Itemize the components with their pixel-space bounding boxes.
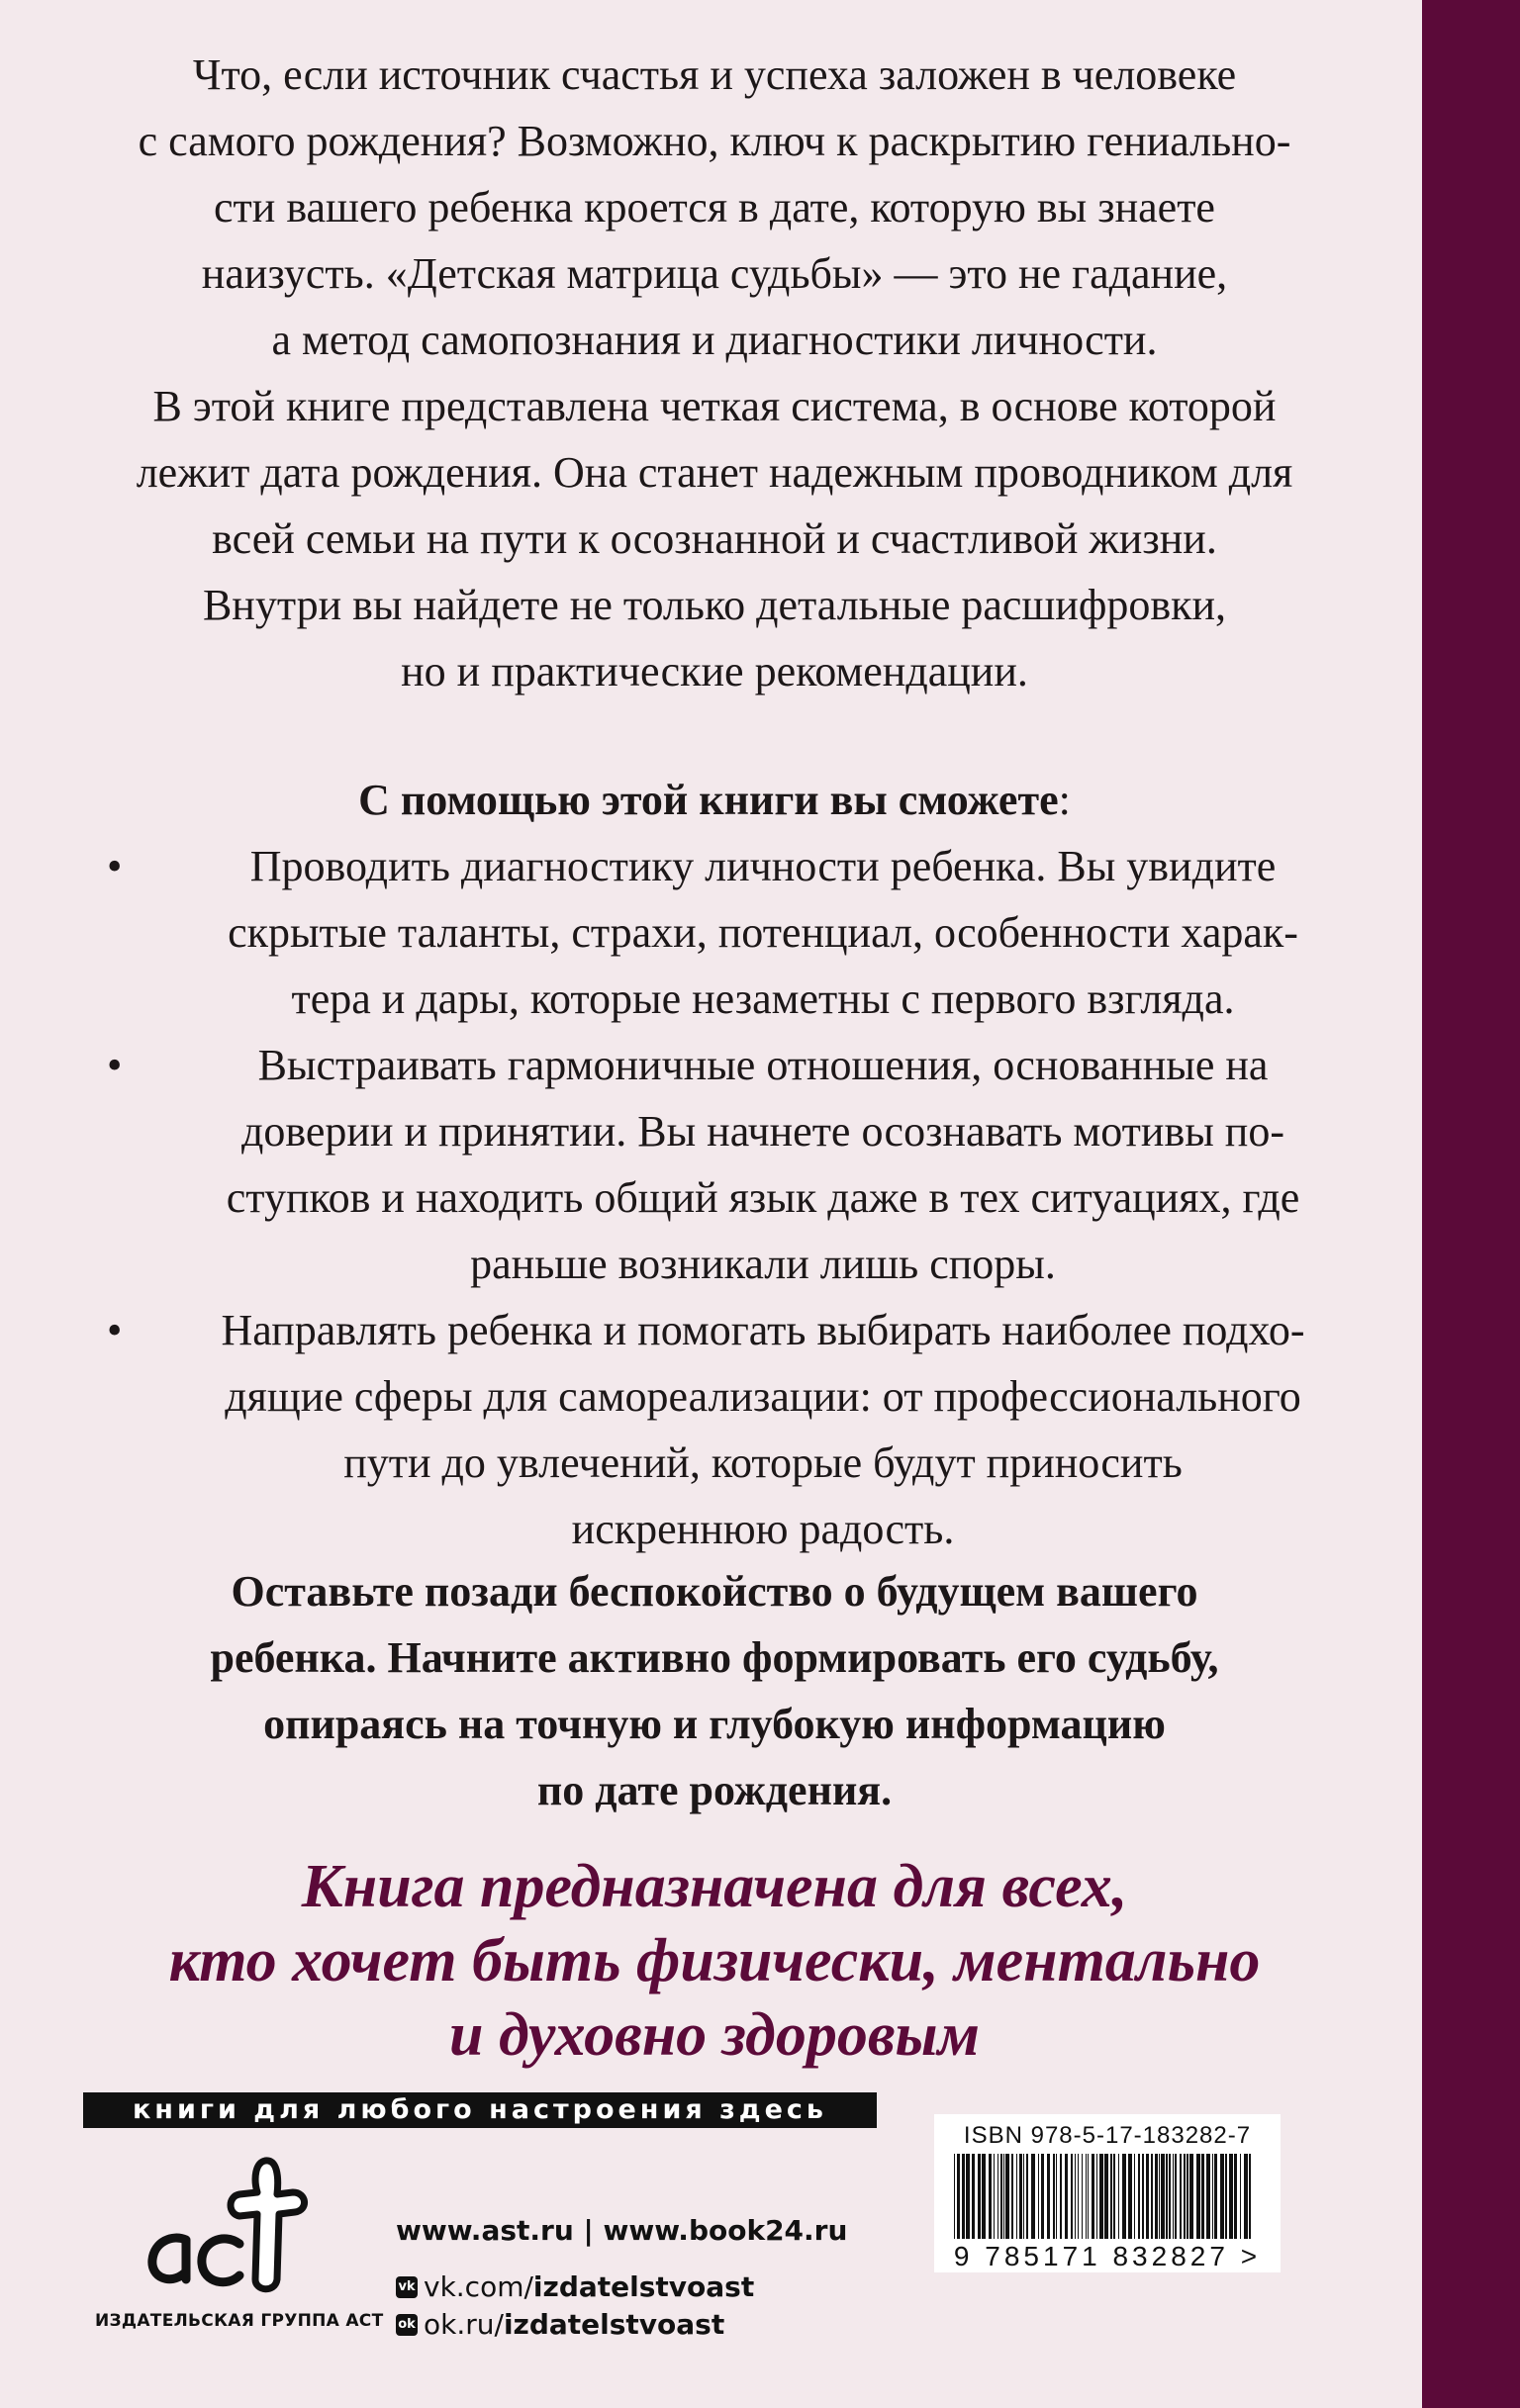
barcode-bar: [1060, 2154, 1062, 2239]
vk-link[interactable]: [396, 2269, 910, 2306]
barcode-bar: [1016, 2154, 1017, 2239]
website-links[interactable]: www.ast.ru | www.book24.ru: [396, 2214, 848, 2247]
bullet-icon: •: [107, 1041, 123, 1089]
list-item-line: пути до увлечений, которые будут приносить: [343, 1438, 1183, 1487]
barcode-bar: [1159, 2154, 1160, 2239]
vk-link-prefix: vk.com/: [424, 2270, 533, 2303]
tagline-line: кто хочет быть физически, ментально: [168, 1927, 1261, 1994]
barcode-bar: [1023, 2154, 1024, 2239]
barcode-bar: [1041, 2154, 1044, 2239]
bullet-icon: •: [107, 842, 123, 890]
barcode-bar: [1078, 2154, 1079, 2239]
list-item-line: раньше возникали лишь споры.: [470, 1240, 1056, 1288]
barcode-bar: [1220, 2154, 1224, 2239]
barcode-bar: [1096, 2154, 1097, 2239]
barcode-bar: [1240, 2154, 1241, 2239]
benefits-list: [95, 833, 1391, 1562]
barcode-bar: [1161, 2154, 1165, 2239]
barcode-bar: [966, 2154, 970, 2239]
list-item-line: Проводить диагностику личности ребенка. Вы увидите: [249, 842, 1277, 890]
barcode-bar: [1086, 2154, 1087, 2239]
barcode-bar: [1122, 2154, 1126, 2239]
barcode-bar: [1142, 2154, 1144, 2239]
barcode-bar: [1053, 2154, 1055, 2239]
isbn-barcode-block: [934, 2114, 1281, 2272]
barcode-bar: [1003, 2154, 1004, 2239]
intro-line: но и практические рекомендации.: [401, 647, 1028, 695]
intro-line: сти вашего ребенка кроется в дате, которую вы знаете: [214, 183, 1215, 232]
list-item: [95, 833, 1391, 1032]
intro-text: [49, 42, 1379, 704]
publisher-name: ИЗДАТЕЛЬСКАЯ ГРУППА АСТ: [95, 2311, 384, 2331]
ok-link[interactable]: [396, 2306, 910, 2344]
barcode-bar: [1110, 2154, 1112, 2239]
ok-link-handle: izdatelstvoast: [503, 2308, 725, 2341]
closing-line: ребенка. Начните активно формировать его судьбу,: [210, 1633, 1219, 1682]
isbn-digits: 9 785171 832827 >: [953, 2241, 1262, 2271]
closing-line: Оставьте позади беспокойство о будущем вашего: [231, 1567, 1198, 1616]
barcode-bar: [954, 2154, 955, 2239]
barcode-bar: [1071, 2154, 1073, 2239]
intro-line: а метод самопознания и диагностики личности.: [271, 316, 1158, 364]
barcode-bar: [1138, 2154, 1140, 2239]
barcode-bar: [1113, 2154, 1115, 2239]
barcode-bar: [1026, 2154, 1028, 2239]
tagline-line: и духовно здоровым: [448, 2001, 981, 2069]
closing-statement: [49, 1558, 1379, 1823]
barcode-bar: [1031, 2154, 1035, 2239]
bullet-icon: •: [107, 1306, 123, 1354]
barcode-bar: [1128, 2154, 1132, 2239]
barcode-bar: [1201, 2154, 1204, 2239]
slogan-banner: книги для любого настроения здесь: [83, 2092, 877, 2128]
barcode-bar: [957, 2154, 960, 2239]
barcode-bar: [994, 2154, 995, 2239]
barcode-bar: [1092, 2154, 1094, 2239]
barcode-bar: [1056, 2154, 1057, 2239]
barcode-bar: [1184, 2154, 1186, 2239]
barcode-bar: [1155, 2154, 1158, 2239]
barcode-bar: [1225, 2154, 1227, 2239]
audience-tagline: [49, 1850, 1379, 2073]
intro-line: с самого рождения? Возможно, ключ к раскрытию гениально-: [138, 117, 1291, 165]
list-item-line: ступков и находить общий язык даже в тех ситуациях, где: [226, 1173, 1300, 1222]
closing-line: по дате рождения.: [536, 1766, 893, 1814]
ast-logo-icon: [129, 2149, 356, 2297]
barcode-icon: [952, 2154, 1263, 2239]
barcode-bar: [982, 2154, 986, 2239]
barcode-bar: [1244, 2154, 1248, 2239]
intro-line: наизусть. «Детская матрица судьбы» — это не гадание,: [201, 249, 1228, 298]
intro-line: лежит дата рождения. Она станет надежным проводником для: [136, 448, 1293, 497]
list-item-line: дящие сферы для самореализации: от профессионального: [225, 1372, 1301, 1421]
barcode-bar: [1173, 2154, 1174, 2239]
list-item-line: доверии и принятии. Вы начнете осознавать мотивы по-: [240, 1107, 1284, 1156]
tagline-line: Книга предназначена для всех,: [301, 1853, 1128, 1920]
barcode-bar: [1082, 2154, 1083, 2239]
intro-line: Что, если источник счастья и успеха заложен в человеке: [192, 50, 1237, 99]
barcode-bar: [1099, 2154, 1103, 2239]
barcode-bar: [1249, 2154, 1251, 2239]
list-item-line: Выстраивать гармоничные отношения, основанные на: [257, 1041, 1269, 1089]
barcode-bar: [1234, 2154, 1237, 2239]
barcode-bar: [1169, 2154, 1171, 2239]
benefits-heading-colon: :: [1058, 776, 1071, 824]
ok-icon: ok: [396, 2314, 418, 2336]
barcode-bar: [1206, 2154, 1210, 2239]
barcode-bar: [1187, 2154, 1188, 2239]
barcode-bar: [1000, 2154, 1002, 2239]
intro-line: Внутри вы найдете не только детальные расшифровки,: [202, 581, 1227, 629]
barcode-bar: [1134, 2154, 1135, 2239]
barcode-bar: [1196, 2154, 1200, 2239]
barcode-bar: [1212, 2154, 1213, 2239]
book-spine-strip: [1422, 0, 1520, 2408]
barcode-bar: [1088, 2154, 1089, 2239]
benefits-heading: [49, 767, 1379, 833]
barcode-bar: [1180, 2154, 1182, 2239]
barcode-bar: [1189, 2154, 1193, 2239]
intro-line: всей семьи на пути к осознанной и счастливой жизни.: [212, 514, 1217, 563]
barcode-bar: [1214, 2154, 1217, 2239]
list-item-line: скрытые таланты, страхи, потенциал, особенности харак-: [228, 908, 1298, 957]
barcode-bar: [1151, 2154, 1153, 2239]
barcode-bar: [989, 2154, 992, 2239]
list-item: [95, 1297, 1391, 1562]
barcode-bar: [1011, 2154, 1013, 2239]
list-item: [95, 1032, 1391, 1297]
barcode-bar: [1175, 2154, 1177, 2239]
barcode-bar: [1047, 2154, 1050, 2239]
barcode-bar: [1065, 2154, 1068, 2239]
vk-icon: vk: [396, 2276, 418, 2298]
barcode-bar: [1005, 2154, 1009, 2239]
barcode-bar: [1104, 2154, 1108, 2239]
barcode-bar: [1146, 2154, 1149, 2239]
list-item-line: Направлять ребенка и помогать выбирать наиболее подхо-: [221, 1306, 1305, 1354]
ok-link-prefix: ok.ru/: [424, 2308, 504, 2341]
barcode-bar: [1229, 2154, 1233, 2239]
barcode-bar: [1038, 2154, 1039, 2239]
barcode-bar: [962, 2154, 965, 2239]
barcode-bar: [978, 2154, 981, 2239]
benefits-heading-text: С помощью этой книги вы сможете: [358, 776, 1059, 824]
intro-line: В этой книге представлена четкая система, в основе которой: [152, 382, 1277, 430]
barcode-bar: [1019, 2154, 1022, 2239]
barcode-bar: [1075, 2154, 1076, 2239]
publisher-links: [396, 2213, 910, 2344]
vk-link-handle: izdatelstvoast: [532, 2270, 755, 2303]
barcode-bar: [1166, 2154, 1168, 2239]
barcode-bar: [972, 2154, 975, 2239]
list-item-line: искреннюю радость.: [571, 1505, 955, 1553]
list-item-line: тера и дары, которые незаметны с первого взгляда.: [291, 974, 1235, 1023]
closing-line: опираясь на точную и глубокую информацию: [263, 1700, 1166, 1748]
barcode-bar: [1118, 2154, 1119, 2239]
isbn-label: ISBN 978-5-17-183282-7: [963, 2122, 1252, 2149]
